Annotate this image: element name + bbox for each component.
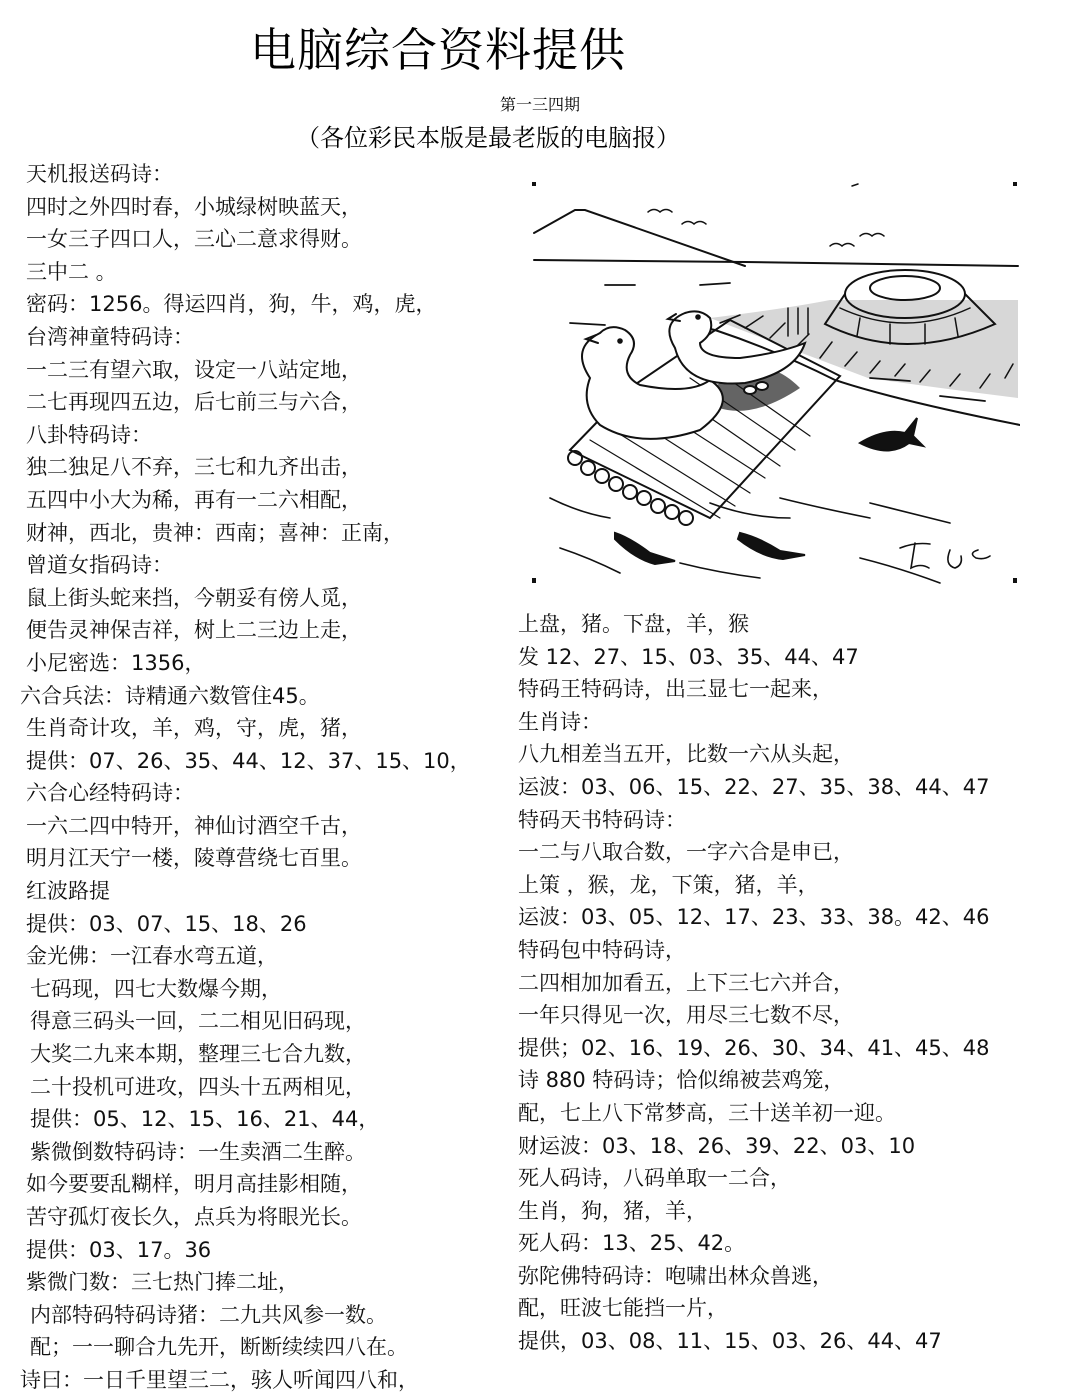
text-line: 提供：05、12、15、16、21、44， [30, 1107, 380, 1132]
text-line: 配，七上八下常梦高，三十送羊初一迎。 [518, 1100, 896, 1125]
text-line: 六合兵法：诗精通六数管住45。 [20, 683, 320, 708]
text-line: 小尼密选：1356， [26, 650, 206, 675]
text-line: 三中二 。 [26, 259, 117, 284]
text-line: 一女三子四口人，三心二意求得财。 [26, 227, 362, 252]
text-line: 诗 880 特码诗；恰似绵被芸鸡笼， [518, 1068, 845, 1093]
text-line: 天机报送码诗： [26, 162, 173, 186]
text-line: 发 12、27、15、03、35、44、47 [518, 644, 859, 669]
page-subtitle: （各位彩民本版是最老版的电脑报） [296, 124, 680, 152]
right-column [518, 608, 1058, 1358]
text-line: 生肖诗： [518, 709, 602, 734]
text-line: 明月江天宁一楼，陵尊营绕七百里。 [26, 846, 362, 871]
text-line: 运波：03、06、15、22、27、35、38、44、47 [518, 774, 990, 799]
text-line: 紫微门数：三七热门捧二址， [26, 1270, 299, 1295]
text-line: 财神，西北，贵神：西南；喜神：正南， [26, 520, 404, 545]
text-line: 如今要要乱糊样，明月高挂影相随， [26, 1172, 362, 1197]
text-line: 二四相加加看五，上下三七六并合， [518, 970, 854, 995]
text-line: 上策 ，猴，龙，下策，猪，羊， [518, 872, 819, 897]
text-line: 曾道女指码诗： [26, 553, 173, 578]
mountain-icon [534, 210, 745, 266]
text-line: 死人码诗，八码单取一二合， [518, 1166, 791, 1191]
issue-number: 第一三四期 [500, 95, 581, 114]
text-line: 提供：03、07、15、18、26 [26, 911, 307, 936]
text-line: 财运波：03、18、26、39、22、03、10 [518, 1133, 916, 1158]
text-line: 红波路提 [26, 879, 110, 904]
text-line: 一六二四中特开，神仙讨酒空千古， [26, 813, 362, 838]
text-line: 提供；02、16、19、26、30、34、41、45、48 [518, 1035, 990, 1060]
text-line: 配；一一聊合九先开，断断续续四八在。 [30, 1335, 408, 1360]
text-line: 运波：03、05、12、17、23、33、38。42、46 [518, 905, 990, 930]
text-line: 苦守孤灯夜长久，点兵为将眼光长。 [26, 1205, 362, 1229]
text-line: 金光佛：一江春水弯五道， [26, 944, 278, 969]
text-line: 八卦特码诗： [26, 422, 152, 447]
text-line: 特码包中特码诗， [518, 937, 686, 962]
text-line: 八九相差当五开，比数一六从头起， [518, 742, 854, 767]
text-line: 便告灵神保吉祥，树上二三边上走， [26, 618, 362, 643]
text-line: 生肖，狗，猪，羊， [518, 1198, 707, 1223]
text-line: 一二与八取合数，一字六合是申已， [518, 840, 854, 865]
corner-mark-icon [532, 182, 536, 186]
text-line: 弥陀佛特码诗：咆啸出林众兽逃， [518, 1263, 833, 1288]
text-line: 六合心经特码诗： [26, 781, 194, 806]
text-line: 七码现，四七大数爆今期， [30, 976, 282, 1001]
text-line: 诗曰：一日千里望三二，骇人听闻四八和， [20, 1367, 419, 1392]
text-line: 一二三有望六取，设定一八站定地， [26, 357, 362, 382]
text-line: 内部特码特码诗猪：二九共风参一数。 [30, 1302, 387, 1327]
text-line: 得意三码头一回，二二相见旧码现， [30, 1009, 366, 1034]
text-line: 大奖二九来本期，整理三七合九数， [30, 1042, 366, 1067]
text-line: 提供：07、26、35、44、12、37、15、10， [26, 748, 471, 773]
text-line: 特码天书特码诗： [518, 807, 686, 832]
text-line: 紫微倒数特码诗：一生卖酒二生醉。 [30, 1139, 366, 1164]
text-line: 台湾神童特码诗： [26, 324, 194, 349]
text-line: 提供：03、17。36 [26, 1237, 212, 1262]
text-line: 二十投机可进攻，四头十五两相见， [30, 1074, 366, 1099]
text-line: 一年只得见一次，用尽三七数不尽， [518, 1003, 854, 1028]
illustration-geese-raft [530, 178, 1020, 588]
left-column [20, 158, 506, 1397]
text-line: 密码：1256。得运四肖，狗，牛，鸡，虎， [26, 292, 437, 317]
text-line: 提供，03、08、11、15、03、26、44、47 [518, 1329, 942, 1354]
text-line: 鼠上街头蛇来挡，今朝妥有傍人觅， [26, 585, 362, 610]
bird-icon [648, 210, 672, 213]
text-line: 独二独足八不弃，三七和九齐出击， [26, 455, 362, 480]
text-line: 四时之外四时春，小城绿树映蓝天， [26, 194, 362, 219]
text-line: 上盘，猪。下盘，羊，猴 [518, 612, 749, 636]
text-line: 配，旺波七能挡一片， [518, 1296, 728, 1321]
text-line: 死人码：13、25、42。 [518, 1231, 746, 1256]
fish-icon [615, 418, 923, 564]
page-title: 电脑综合资料提供 [250, 23, 626, 77]
text-line: 特码王特码诗，出三显七一起来， [518, 677, 833, 702]
text-line: 二七再现四五边，后七前三与六合， [26, 390, 362, 415]
artist-signature-icon [900, 543, 990, 568]
text-line: 生肖奇计攻，羊，鸡，守，虎，猪， [26, 716, 362, 741]
text-line: 五四中小大为稀，再有一二六相配， [26, 487, 362, 512]
